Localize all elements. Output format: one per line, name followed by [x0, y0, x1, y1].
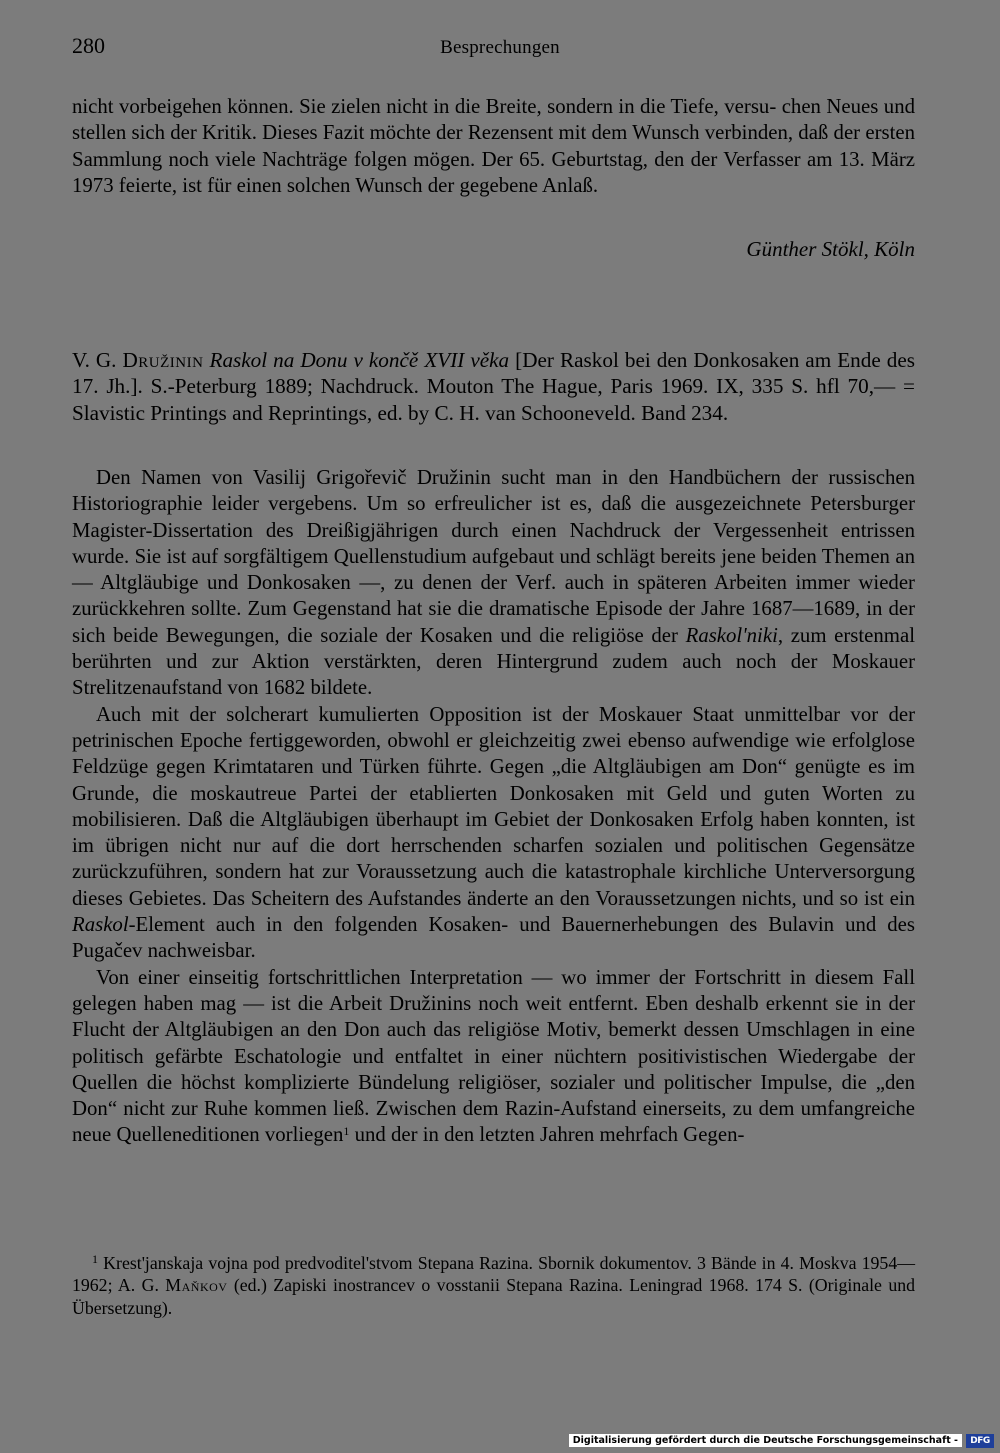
reviewer-signature: Günther Stökl, Köln — [746, 237, 915, 261]
digitization-credit: Digitalisierung gefördert durch die Deutsche Forschungsgemeinschaft - — [569, 1434, 962, 1447]
paragraph-text: Den Namen von Vasilij Grigořevič Družinin sucht man in den Handbüchern der russischen Historiographie leider vergebens. Um so erfreulicher ist es, daß die ausgezeichnete Petersburger Magister-Dissertation des Dreißigjährigen durch einen Nachdruck der Vergessenheit entrissen wurde. Sie ist auf sorgfältigem Quellenstudium aufgebaut und schlägt bereits jene beiden Themen an — Altgläubige und Donkosaken —, zu denen der Verf. auch in späteren Arbeiten immer wieder zurückkehren sollte. Zum Gegenstand hat sie die dramatische Episode der Jahre 1687—1689, in der sich beide Bewegungen, die soziale der Kosaken und die religiöse der — [72, 466, 915, 647]
footnote-text — [72, 1252, 915, 1319]
italic-term: Raskol'niki — [685, 623, 778, 647]
paragraph-text: Auch mit der solcherart kumulierten Opposition ist der Moskauer Staat unmittelbar vor der petrinischen Epoche fertiggeworden, obwohl er gleichzeitig zwei ebenso aufwendige wie erfolglose Feldzüge gegen Krimtataren und Türken führte. Gegen „die Altgläubigen am Don“ genügte es im Grunde, die moskautreue Partei der etablierten Donkosaken mit Geld und guten Worten zu mobilisieren. Daß die Altgläubigen überhaupt im Gebiet der Donkosaken Erfolg haben konnten, ist im übrigen nicht nur auf die dort herrschenden scharfen sozialen und politischen Gegensätze zurückzuführen, sondern hat zur Voraussetzung auch die katastrophale kirchliche Unterversorgung dieses Gebietes. Das Scheitern des Aufstandes änderte an den Voraussetzungen nichts, und so ist ein — [72, 702, 915, 910]
text-line: Wunsch der gegebene Anlaß. — [355, 173, 599, 197]
paragraph-text: -Element auch in den folgenden Kosaken- und Bauernerhebungen des Bulavin und des Pugačev nachweisbar. — [72, 913, 915, 963]
footnote-part: Krest'janskaja vojna pod predvoditel'stvom Stepana Razina. Sbornik dokumentov. 3 Bände in 4. Moskva 1954—1962; A. G. — [72, 1253, 915, 1296]
page-number: 280 — [72, 33, 105, 58]
text-line: Der 65. Geburtstag, den der Verfasser am 13. März 1973 feierte, ist für einen solchen — [72, 147, 915, 197]
review-conclusion — [72, 94, 915, 199]
review-body — [72, 465, 915, 1149]
author-surname: Družinin — [122, 348, 204, 372]
paragraph-text: Von einer einseitig fortschrittlichen Interpretation — wo immer der Fortschritt in diesem Fall gelegen haben mag — ist die Arbeit Družinins noch weit entfernt. Eben deshalb erkennt sie in der Flucht der Altgläubigen an den Don auch das religiöse Motiv, bemerkt dessen Umschlagen in eine politisch gefärbte Eschatologie und entfaltet in einer nüchtern positivistischen Wiedergabe der Quellen die höchst komplizierte Bündelung religiöser, sozialer und politischer Impulse, die „den Don“ nicht zur Ruhe kommen ließ. Zwischen dem Razin-Aufstand einerseits, zu dem umfangreiche neue Quelleneditionen vorliegen — [72, 965, 915, 1147]
footnote-part: (ed.) Zapiski inostrancev o vosstanii Stepana Razina. Leningrad 1968. 174 S. (Originale und Übersetzung). — [72, 1275, 915, 1318]
text-line: nicht vorbeigehen können. Sie zielen nicht in die Breite, sondern in die Tiefe, versu- — [72, 95, 777, 118]
biblio-details: [Der Raskol bei den Donkosaken am Ende des 17. Jh.]. S.-Peterburg 1889; Nachdruck. Mouton The Hague, Paris 1969. IX, 335 S. hfl 70,— = Slavistic Printings and Reprintings, ed. by C. H. van Schooneveld. Band 234. — [72, 348, 915, 425]
paragraph — [72, 965, 915, 1149]
footnote-author: Maňkov — [165, 1275, 228, 1296]
paragraph — [72, 702, 915, 965]
text-line: Wunsch verbinden, daß der ersten Sammlung noch viele Nachträge folgen mögen. — [72, 121, 915, 171]
footnote-reference: 1 — [343, 1124, 350, 1139]
bibliographic-entry — [72, 347, 915, 426]
book-title: Raskol na Donu v končě XVII věka — [209, 348, 510, 372]
paragraph — [72, 465, 915, 702]
text-line: chen Neues und stellen sich der Kritik. Dieses Fazit möchte der Rezensent mit dem — [72, 95, 915, 145]
footnote-marker: 1 — [92, 1252, 98, 1266]
footnote — [72, 1252, 915, 1319]
dfg-logo: DFG — [966, 1434, 994, 1448]
author-initials: V. G. — [72, 348, 123, 372]
paragraph-text: , zum erstenmal berührten und zur Aktion verstärkten, deren Hintergrund zudem auch noch der Moskauer Strelitzenaufstand von 1682 bildete. — [72, 623, 915, 700]
italic-term: Raskol — [72, 913, 129, 937]
paragraph-text: und der in den letzten Jahren mehrfach Gegen- — [349, 1123, 745, 1147]
running-head: Besprechungen — [440, 37, 560, 58]
